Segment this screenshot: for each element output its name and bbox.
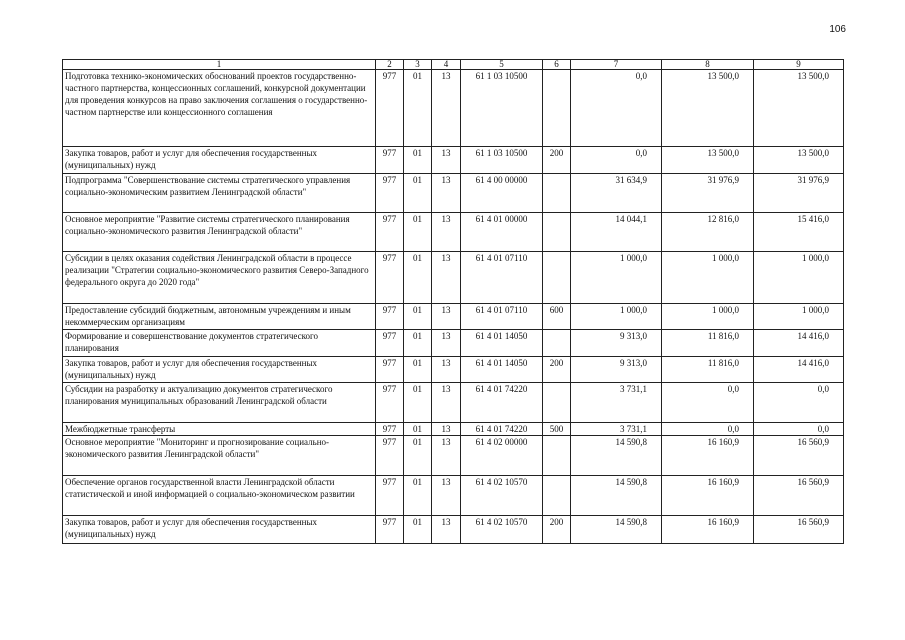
section-code: 977 [376, 357, 404, 383]
target-article: 61 4 01 07110 [461, 304, 543, 330]
chapter-code: 01 [404, 252, 432, 304]
section-code: 977 [376, 252, 404, 304]
row-name: Обеспечение органов государственной власти Ленинградской области статистической и иной информацией о социально-экономическом развитии [63, 476, 376, 516]
subsection-code: 13 [432, 330, 461, 357]
amount-col-7: 14 590,8 [571, 476, 662, 516]
amount-col-8: 16 160,9 [662, 516, 754, 544]
target-article: 61 4 01 14050 [461, 330, 543, 357]
expense-type [543, 436, 571, 476]
column-header: 6 [543, 60, 571, 70]
section-code: 977 [376, 330, 404, 357]
expense-type: 200 [543, 516, 571, 544]
section-code: 977 [376, 423, 404, 436]
chapter-code: 01 [404, 423, 432, 436]
target-article: 61 1 03 10500 [461, 70, 543, 147]
expense-type [543, 252, 571, 304]
section-code: 977 [376, 516, 404, 544]
subsection-code: 13 [432, 174, 461, 213]
chapter-code: 01 [404, 70, 432, 147]
column-header: 5 [461, 60, 543, 70]
header-row [63, 60, 844, 70]
expense-type [543, 476, 571, 516]
amount-col-8: 16 160,9 [662, 436, 754, 476]
subsection-code: 13 [432, 436, 461, 476]
amount-col-9: 1 000,0 [754, 304, 844, 330]
target-article: 61 4 00 00000 [461, 174, 543, 213]
amount-col-7: 1 000,0 [571, 252, 662, 304]
column-header: 7 [571, 60, 662, 70]
table-row [63, 147, 844, 174]
amount-col-7: 14 590,8 [571, 436, 662, 476]
amount-col-8: 16 160,9 [662, 476, 754, 516]
section-code: 977 [376, 304, 404, 330]
subsection-code: 13 [432, 357, 461, 383]
target-article: 61 4 01 07110 [461, 252, 543, 304]
subsection-code: 13 [432, 147, 461, 174]
column-header: 1 [63, 60, 376, 70]
amount-col-7: 1 000,0 [571, 304, 662, 330]
amount-col-9: 14 416,0 [754, 357, 844, 383]
row-name: Субсидии на разработку и актуализацию документов стратегического планирования муниципальных образований Ленинградской области [63, 383, 376, 423]
table-row [63, 357, 844, 383]
row-name: Формирование и совершенствование документов стратегического планирования [63, 330, 376, 357]
row-name: Основное мероприятие "Развитие системы стратегического планирования социально-экономического развития Ленинградской области" [63, 213, 376, 252]
row-name: Закупка товаров, работ и услуг для обеспечения государственных (муниципальных) нужд [63, 357, 376, 383]
page-number: 106 [829, 24, 846, 35]
target-article: 61 4 01 74220 [461, 383, 543, 423]
target-article: 61 4 01 74220 [461, 423, 543, 436]
column-header: 4 [432, 60, 461, 70]
table-row [63, 330, 844, 357]
expense-type [543, 174, 571, 213]
subsection-code: 13 [432, 476, 461, 516]
subsection-code: 13 [432, 70, 461, 147]
row-name: Субсидии в целях оказания содействия Ленинградской области в процессе реализации "Стратегии социально-экономического развития Северо-Западного федерального округа до 2020 года" [63, 252, 376, 304]
section-code: 977 [376, 70, 404, 147]
amount-col-7: 9 313,0 [571, 357, 662, 383]
target-article: 61 4 02 00000 [461, 436, 543, 476]
table-row [63, 423, 844, 436]
row-name: Основное мероприятие "Мониторинг и прогнозирование социально-экономического развития Ленинградской области" [63, 436, 376, 476]
amount-col-7: 31 634,9 [571, 174, 662, 213]
table-row [63, 252, 844, 304]
table-row [63, 304, 844, 330]
chapter-code: 01 [404, 213, 432, 252]
amount-col-7: 3 731,1 [571, 423, 662, 436]
table-row [63, 174, 844, 213]
amount-col-9: 16 560,9 [754, 476, 844, 516]
amount-col-8: 12 816,0 [662, 213, 754, 252]
table-row [63, 516, 844, 544]
row-name: Закупка товаров, работ и услуг для обеспечения государственных (муниципальных) нужд [63, 516, 376, 544]
section-code: 977 [376, 476, 404, 516]
amount-col-8: 13 500,0 [662, 147, 754, 174]
amount-col-8: 31 976,9 [662, 174, 754, 213]
amount-col-9: 0,0 [754, 423, 844, 436]
amount-col-8: 13 500,0 [662, 70, 754, 147]
target-article: 61 1 03 10500 [461, 147, 543, 174]
amount-col-9: 13 500,0 [754, 147, 844, 174]
table-row [63, 70, 844, 147]
section-code: 977 [376, 383, 404, 423]
expense-type: 500 [543, 423, 571, 436]
amount-col-9: 13 500,0 [754, 70, 844, 147]
subsection-code: 13 [432, 516, 461, 544]
chapter-code: 01 [404, 304, 432, 330]
expense-type: 200 [543, 147, 571, 174]
chapter-code: 01 [404, 383, 432, 423]
amount-col-9: 14 416,0 [754, 330, 844, 357]
table-row [63, 476, 844, 516]
amount-col-9: 16 560,9 [754, 516, 844, 544]
expense-type [543, 70, 571, 147]
amount-col-7: 3 731,1 [571, 383, 662, 423]
chapter-code: 01 [404, 330, 432, 357]
chapter-code: 01 [404, 357, 432, 383]
row-name: Подпрограмма "Совершенствование системы стратегического управления социально-экономическим развитием Ленинградской области" [63, 174, 376, 213]
amount-col-8: 1 000,0 [662, 304, 754, 330]
target-article: 61 4 01 14050 [461, 357, 543, 383]
target-article: 61 4 01 00000 [461, 213, 543, 252]
section-code: 977 [376, 174, 404, 213]
chapter-code: 01 [404, 436, 432, 476]
amount-col-9: 1 000,0 [754, 252, 844, 304]
amount-col-9: 31 976,9 [754, 174, 844, 213]
chapter-code: 01 [404, 476, 432, 516]
expense-type [543, 330, 571, 357]
amount-col-8: 0,0 [662, 423, 754, 436]
chapter-code: 01 [404, 516, 432, 544]
section-code: 977 [376, 147, 404, 174]
subsection-code: 13 [432, 213, 461, 252]
subsection-code: 13 [432, 383, 461, 423]
amount-col-9: 16 560,9 [754, 436, 844, 476]
subsection-code: 13 [432, 252, 461, 304]
expense-type: 200 [543, 357, 571, 383]
expense-type [543, 213, 571, 252]
amount-col-8: 11 816,0 [662, 357, 754, 383]
row-name: Подготовка технико-экономических обоснований проектов государственно-частного партнерства, концессионных соглашений, конкурсной документации для проведения конкурсов на право заключения соглашения о государственно-частном партнерстве или концессионного соглашения [63, 70, 376, 147]
table-row [63, 383, 844, 423]
amount-col-7: 0,0 [571, 147, 662, 174]
column-header: 9 [754, 60, 844, 70]
column-header: 2 [376, 60, 404, 70]
target-article: 61 4 02 10570 [461, 476, 543, 516]
row-name: Предоставление субсидий бюджетным, автономным учреждениям и иным некоммерческим организациям [63, 304, 376, 330]
section-code: 977 [376, 436, 404, 476]
amount-col-7: 14 044,1 [571, 213, 662, 252]
table-row [63, 436, 844, 476]
column-header: 8 [662, 60, 754, 70]
subsection-code: 13 [432, 423, 461, 436]
amount-col-8: 1 000,0 [662, 252, 754, 304]
budget-table [62, 59, 844, 544]
expense-type [543, 383, 571, 423]
amount-col-8: 0,0 [662, 383, 754, 423]
amount-col-9: 0,0 [754, 383, 844, 423]
row-name: Закупка товаров, работ и услуг для обеспечения государственных (муниципальных) нужд [63, 147, 376, 174]
column-header: 3 [404, 60, 432, 70]
amount-col-7: 9 313,0 [571, 330, 662, 357]
target-article: 61 4 02 10570 [461, 516, 543, 544]
amount-col-7: 0,0 [571, 70, 662, 147]
subsection-code: 13 [432, 304, 461, 330]
amount-col-7: 14 590,8 [571, 516, 662, 544]
table-row [63, 213, 844, 252]
expense-type: 600 [543, 304, 571, 330]
chapter-code: 01 [404, 174, 432, 213]
amount-col-8: 11 816,0 [662, 330, 754, 357]
row-name: Межбюджетные трансферты [63, 423, 376, 436]
chapter-code: 01 [404, 147, 432, 174]
amount-col-9: 15 416,0 [754, 213, 844, 252]
section-code: 977 [376, 213, 404, 252]
